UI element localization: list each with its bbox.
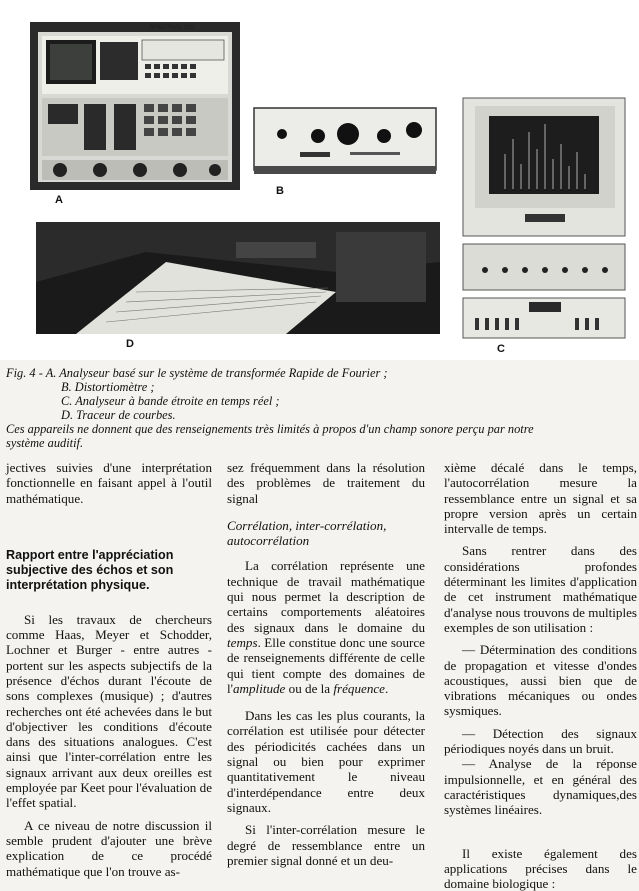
photo-realtime-analyzer: [455, 94, 635, 354]
paragraph: Il existe également des applications précises dans le domaine biologique :: [444, 845, 637, 891]
caption-note-line1: Ces appareils ne donnent que des renseignements très limités à propos d'un champ sonore perçu par notre: [6, 422, 534, 436]
paragraph: jectives suivies d'une interprétation fonctionnelle en faisant appel à l'outil mathématique.: [6, 460, 212, 506]
photo-curve-tracer: [36, 222, 440, 334]
figure-caption: [6, 366, 636, 450]
text-column-1: [6, 460, 212, 879]
paragraph: sez fréquemment dans la résolution des problèmes de traitement du signal: [227, 460, 425, 506]
caption-line-b: B. Distortiomètre ;: [61, 380, 155, 394]
text-run: ou de la: [285, 680, 334, 696]
paragraph: Dans les cas les plus courants, la corrélation est utilisée pour détecter des périodicités cachées dans un signal ou bien pour exprimer quantitativement le niveau d'interdépendance entre deux signaux.: [227, 708, 425, 815]
text-column-3: [444, 460, 637, 891]
paragraph: — Analyse de la réponse impulsionnelle, et en général des caractéristiques dynamiques,des systèmes linéaires.: [444, 756, 637, 818]
paragraph: [227, 558, 425, 696]
photo-fft-analyzer: [30, 22, 240, 190]
photo-distortion-meter: [250, 100, 440, 180]
analyzer-brand-label: SPECTRAL 335: [150, 25, 194, 31]
paragraph: Si les travaux de chercheurs comme Haas, Meyer et Schodder, Lochner et Burger - entre autres - portent sur les aspects subjectifs de la présence d'échos durant l'écoute de sons complexes (musique) ; d'autres recherches ont été achevées dans le but d'objectiver les conditions d'écoute dans des situations analogues. C'est ainsi que l'inter-corrélation entre les signaux arrivant aux deux oreilles est employée par Keet pour l'évaluation de l'effet spatial.: [6, 611, 212, 811]
emphasis: fréquence: [333, 680, 385, 696]
section-heading: Rapport entre l'appréciation subjective des échos et son interprétation physique.: [6, 547, 174, 593]
label-d: D: [126, 338, 134, 350]
subsection-heading: Corrélation, inter-corrélation, autocorrélation: [227, 517, 387, 549]
paragraph: Si l'inter-corrélation mesure le degré de ressemblance entre un premier signal donné et un deu-: [227, 822, 425, 868]
figure-photos: [0, 0, 639, 360]
emphasis: temps: [227, 634, 258, 650]
paragraph: — Détection des signaux périodiques noyés dans un bruit.: [444, 725, 637, 757]
text-column-2: [227, 460, 425, 868]
emphasis: amplitude: [233, 680, 286, 696]
text-run: La corrélation représente une technique de travail mathématique qui nous permet la description de certains comportements aléatoires des signaux dans le domaine du: [227, 558, 425, 635]
paragraph: xième décalé dans le temps, l'autocorrélation mesure la ressemblance entre un signal et sa propre version après un certain intervalle de temps.: [444, 460, 637, 537]
text-run: .: [385, 680, 389, 696]
caption-line-d: D. Traceur de courbes.: [61, 408, 176, 422]
label-c: C: [497, 343, 505, 355]
caption-line-a: Fig. 4 - A. Analyseur basé sur le système de transformée Rapide de Fourier ;: [6, 366, 388, 380]
paragraph: A ce niveau de notre discussion il semble prudent d'ajouter une brève explication de ce procédé mathématique que l'on trouve as-: [6, 817, 212, 879]
label-b: B: [276, 185, 284, 197]
text-run: . Elle constitue donc une source de renseignements différente de celle qui tient compte des domaines de l': [227, 634, 425, 696]
caption-note-line2: système auditif.: [6, 436, 84, 450]
paragraph: — Détermination des conditions de propagation et vitesse d'ondes acoustiques, aussi bien que de vibrations mécaniques ou ondes sysmiques.: [444, 642, 637, 719]
caption-line-c: C. Analyseur à bande étroite en temps réel ;: [61, 394, 280, 408]
label-a: A: [55, 194, 63, 206]
paragraph: Sans rentrer dans des considérations profondes déterminant les limites d'application de cet instrument mathématique d'analyse nous trouvons de multiples exemples de son utilisation :: [444, 543, 637, 635]
